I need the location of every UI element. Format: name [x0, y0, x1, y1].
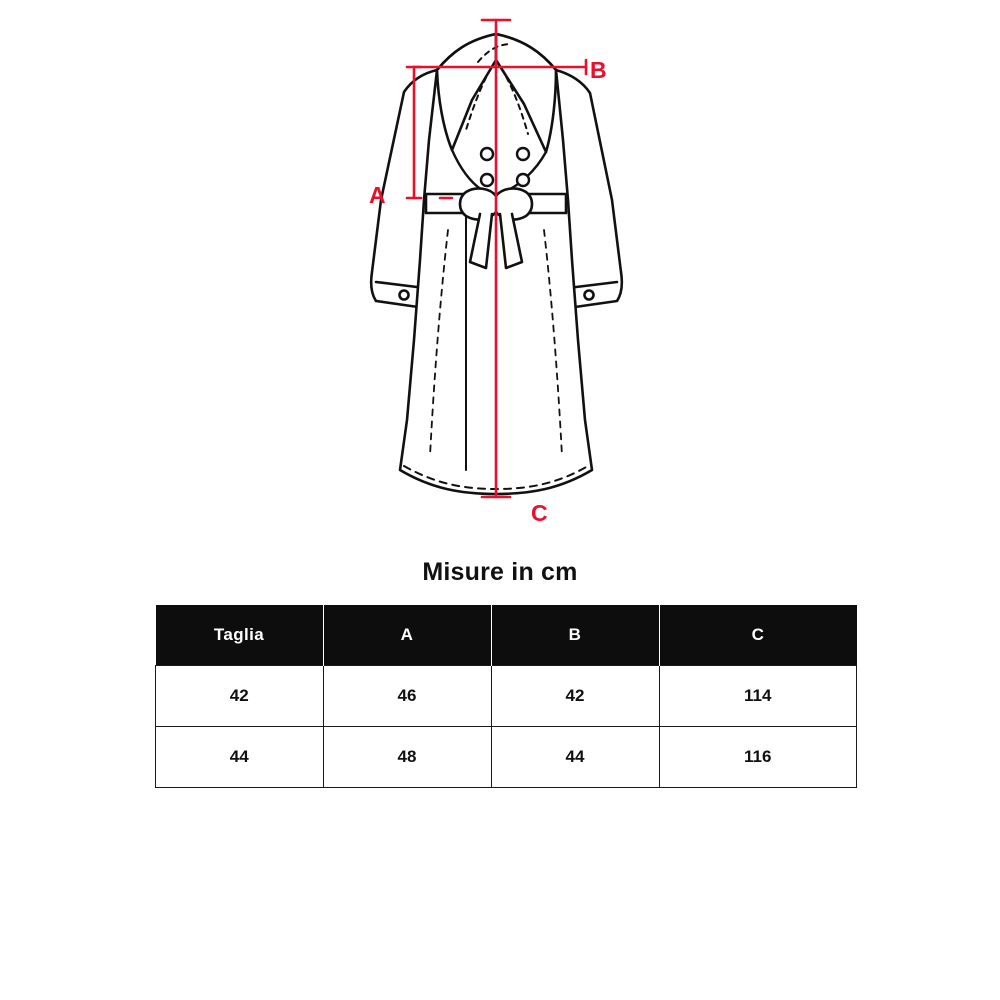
cell-b: 44 — [491, 727, 659, 788]
marker-label-a: A — [369, 182, 387, 208]
cell-taglia: 42 — [156, 666, 324, 727]
cell-c: 114 — [659, 666, 857, 727]
table-row — [156, 727, 857, 788]
cell-taglia: 44 — [156, 727, 324, 788]
column-header-b: B — [491, 605, 659, 666]
size-table-head — [156, 605, 857, 666]
column-header-c: C — [659, 605, 857, 666]
table-title: Misure in cm — [422, 558, 578, 586]
size-table — [155, 605, 857, 788]
table-header-row — [156, 605, 857, 666]
marker-label-c: C — [531, 500, 549, 526]
cell-a: 46 — [323, 666, 491, 727]
column-header-a: A — [323, 605, 491, 666]
cell-b: 42 — [491, 666, 659, 727]
cell-a: 48 — [323, 727, 491, 788]
table-row — [156, 666, 857, 727]
cell-c: 116 — [659, 727, 857, 788]
size-table-body — [156, 666, 857, 788]
marker-label-b: B — [590, 57, 608, 83]
size-table-section — [155, 558, 845, 788]
column-header-taglia: Taglia — [156, 605, 324, 666]
